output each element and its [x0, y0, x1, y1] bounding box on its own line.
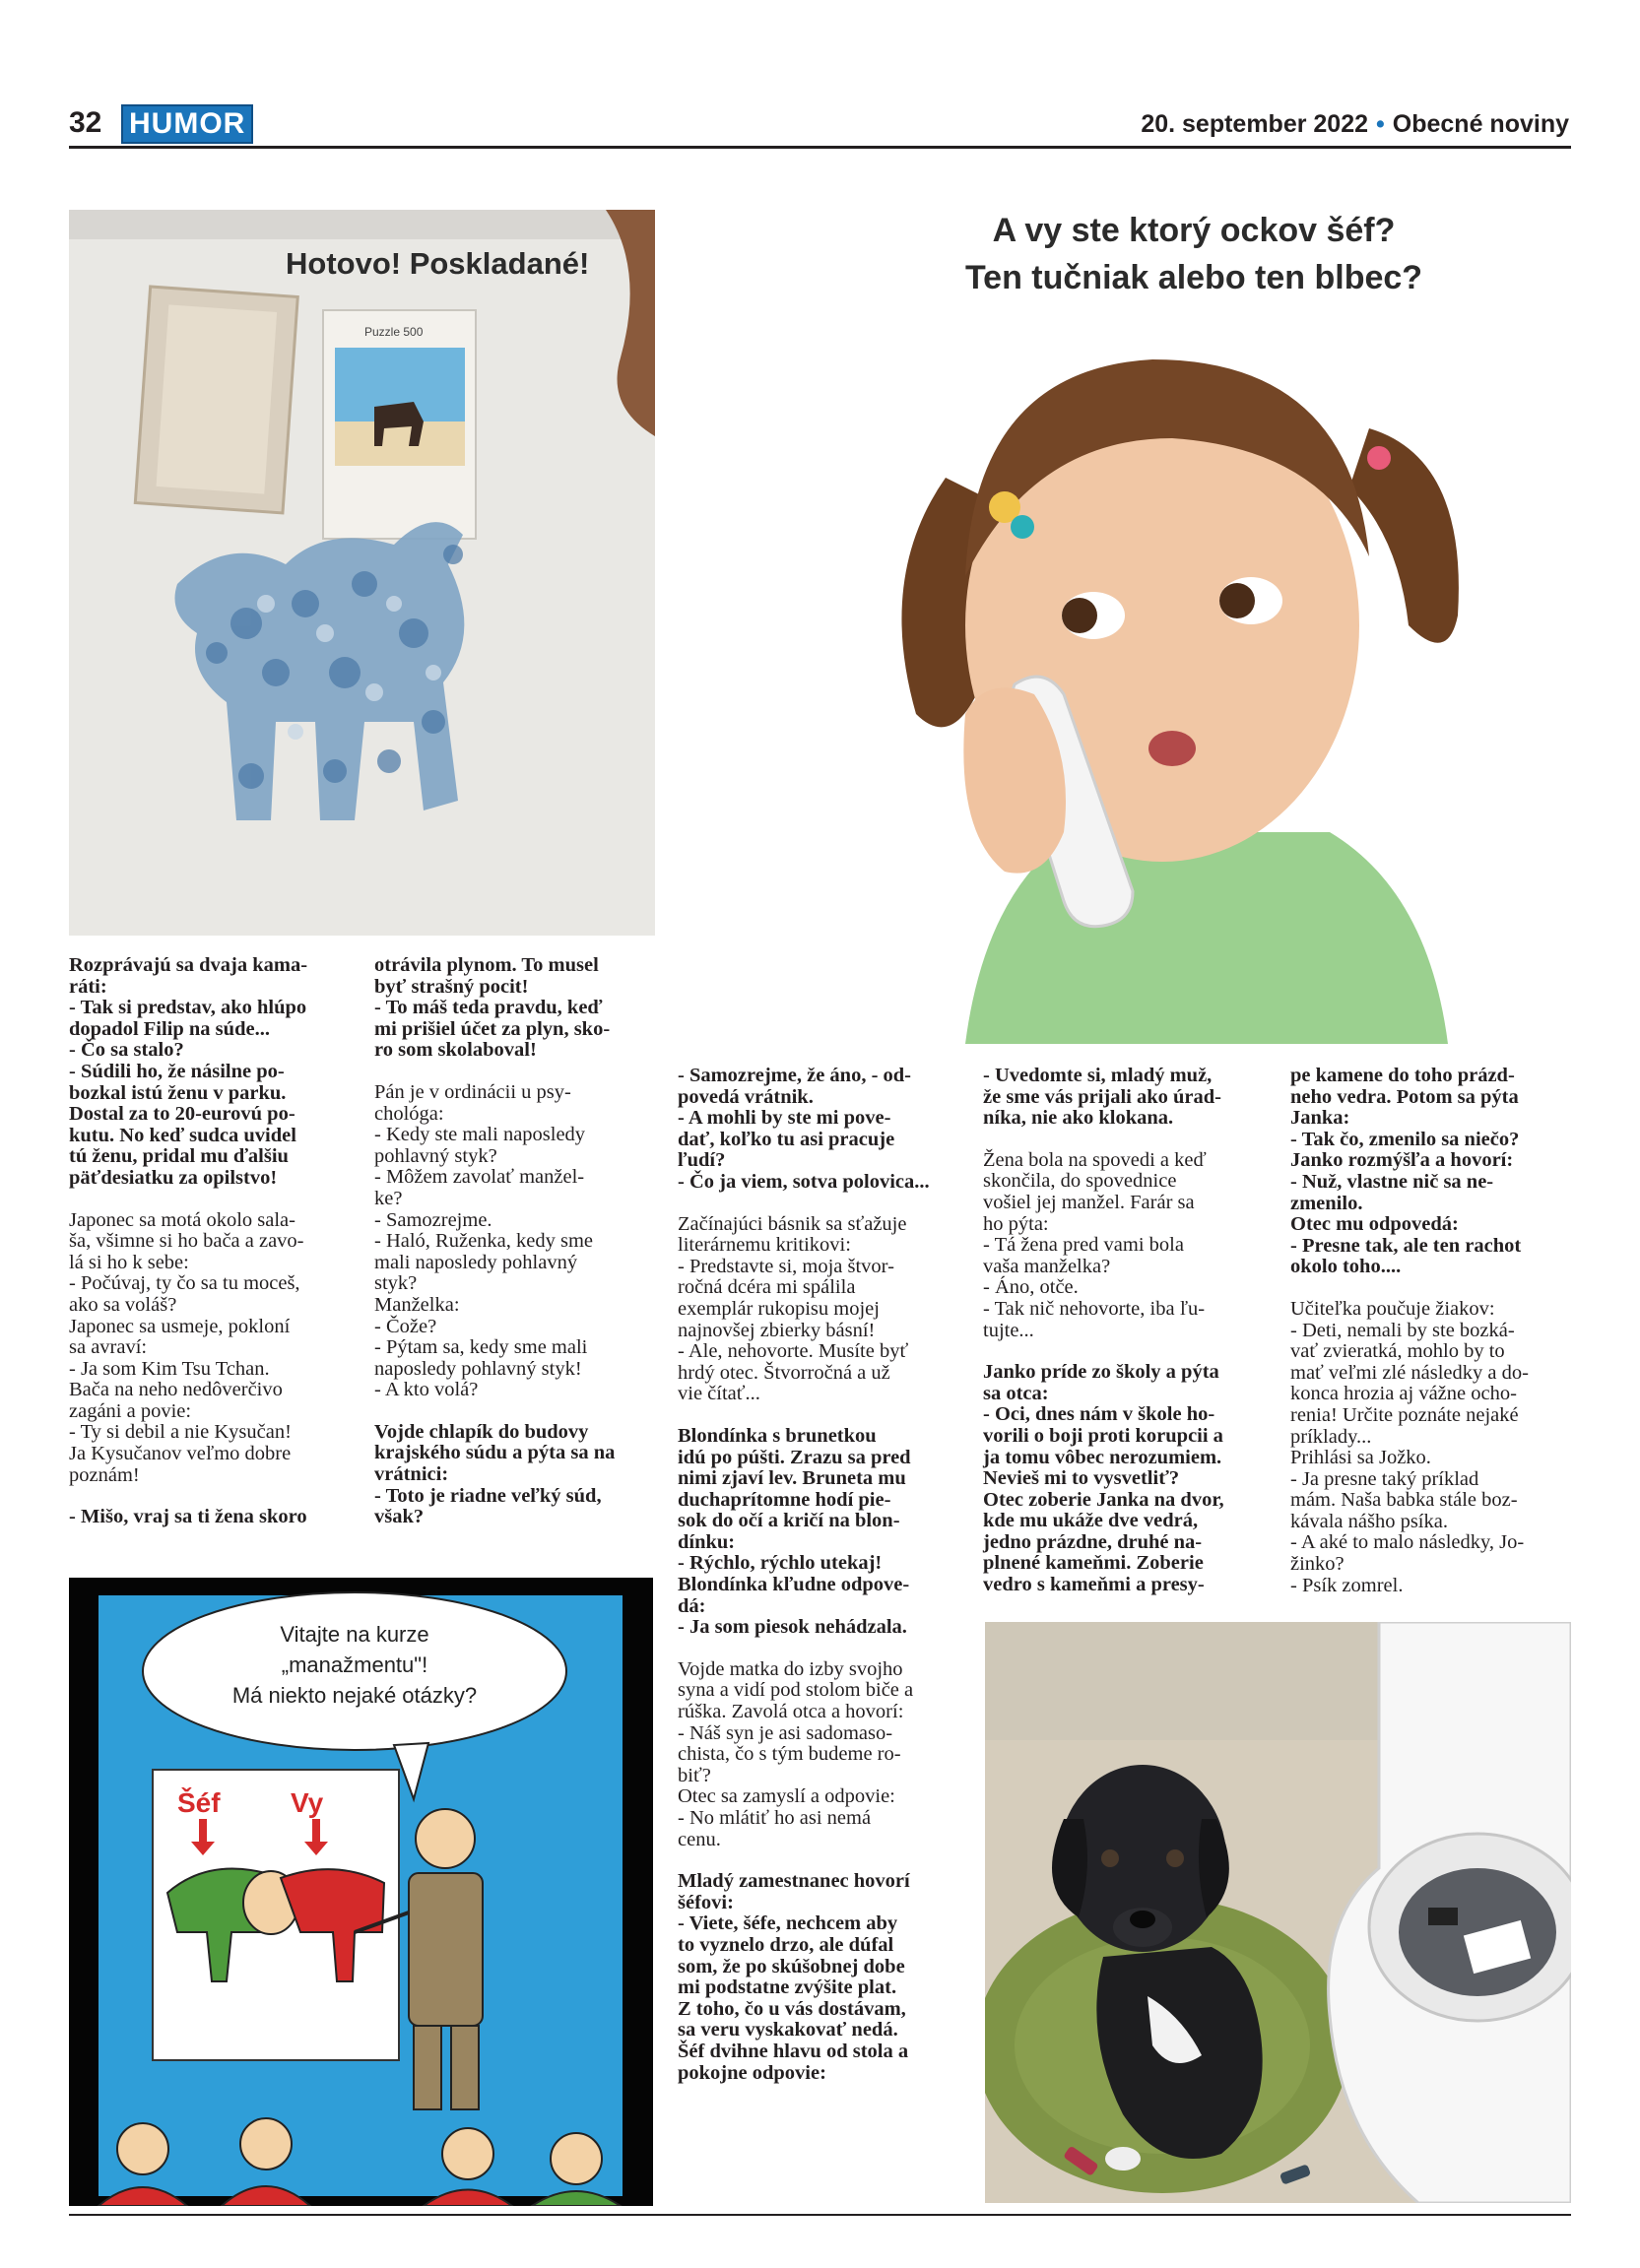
- text-line: Japonec sa usmeje, pokloní: [69, 1315, 291, 1337]
- text-line: mi podstatne zvýšite plat.: [678, 1976, 897, 1999]
- text-line: ša, všimne si ho bača a zavo-: [69, 1230, 304, 1253]
- text-line: Prihlási sa Jožko.: [1290, 1447, 1431, 1469]
- text-line: - Môžem zavolať manžel-: [374, 1166, 585, 1189]
- text-line: však?: [374, 1506, 425, 1528]
- text-line: ráti:: [69, 975, 107, 998]
- newspaper-name: Obecné noviny: [1392, 110, 1569, 138]
- text-line: cenu.: [678, 1828, 721, 1850]
- text-line: Bača na neho nedôverčivo: [69, 1379, 283, 1401]
- puzzle-box-text: Puzzle 500: [364, 325, 424, 339]
- text-line: - Pýtam sa, kedy sme mali: [374, 1336, 588, 1359]
- text-line: - Rýchlo, rýchlo utekaj!: [678, 1552, 883, 1575]
- joke-7: [678, 1426, 955, 1639]
- text-line: - Tak nič nehovorte, iba ľu-: [983, 1297, 1206, 1320]
- joke-9-end: [983, 1066, 1261, 1130]
- text-line: Pán je v ordinácii u psy-: [374, 1080, 571, 1103]
- text-line: Janko rozmýšľa a hovorí:: [1290, 1149, 1514, 1172]
- joke-5-start: [374, 1422, 650, 1528]
- text-line: mi prišiel účet za plyn, sko-: [374, 1017, 611, 1040]
- joke-2: [69, 1210, 355, 1487]
- text-line: - Viete, šéfe, nechcem aby: [678, 1912, 898, 1935]
- puzzle-caption: Hotovo! Poskladané!: [286, 246, 590, 281]
- cartoon-label-you: Vy: [291, 1787, 324, 1818]
- text-line: mali naposledy pohlavný: [374, 1251, 578, 1273]
- text-line: sa otca:: [983, 1382, 1049, 1404]
- text-line: lá si ho k sebe:: [69, 1251, 189, 1273]
- text-line: dínku:: [678, 1530, 736, 1553]
- text-line: - To máš teda pravdu, keď: [374, 997, 603, 1019]
- text-line: mať veľmi zlé následky a do-: [1290, 1361, 1529, 1384]
- text-line: - Počúvaj, ty čo sa tu moceš,: [69, 1272, 300, 1295]
- text-line: pe kamene do toho prázd-: [1290, 1065, 1515, 1086]
- text-line: - Psík zomrel.: [1290, 1574, 1404, 1596]
- text-line: otrávila plynom. To musel: [374, 954, 599, 976]
- column-2: [374, 955, 650, 1549]
- page-number: 32: [69, 106, 102, 139]
- text-line: príklady...: [1290, 1425, 1372, 1448]
- text-line: Janka:: [1290, 1107, 1350, 1130]
- text-line: Učiteľka poučuje žiakov:: [1290, 1297, 1495, 1320]
- text-line: vedro s kameňmi a presy-: [983, 1574, 1205, 1596]
- text-line: to vyznelo drzo, ale dúfal: [678, 1933, 894, 1956]
- text-line: pohlavný styk?: [374, 1144, 497, 1167]
- text-line: žinko?: [1290, 1553, 1345, 1576]
- text-line: Vojde chlapík do budovy: [374, 1420, 589, 1443]
- girl-phone-photo: [818, 202, 1571, 1044]
- joke-12: [1290, 1299, 1571, 1596]
- joke-11-end: [1290, 1066, 1571, 1278]
- column-3: [678, 1066, 955, 2105]
- text-line: tujte...: [983, 1319, 1034, 1341]
- text-line: - Predstavte si, moja štvor-: [678, 1255, 894, 1277]
- text-line: biť?: [678, 1764, 711, 1786]
- text-line: - Čo sa stalo?: [69, 1039, 184, 1062]
- text-line: Rozprávajú sa dvaja kama-: [69, 954, 308, 976]
- text-line: jedno prázdne, druhé na-: [983, 1530, 1203, 1553]
- text-line: Janko príde zo školy a pýta: [983, 1361, 1219, 1384]
- text-line: dať, koľko tu asi pracuje: [678, 1128, 895, 1150]
- text-line: skončila, do spovednice: [983, 1170, 1177, 1193]
- text-line: vošiel jej manžel. Farár sa: [983, 1191, 1195, 1213]
- cartoon-label-boss: Šéf: [177, 1787, 221, 1818]
- header-rule: [69, 146, 1571, 149]
- text-line: Z toho, čo u vás dostávam,: [678, 1997, 906, 2020]
- text-line: Nevieš mi to vysvetliť?: [983, 1467, 1180, 1490]
- text-line: najnovšej zbierky básní!: [678, 1319, 876, 1341]
- text-line: ľudí?: [678, 1149, 726, 1172]
- text-line: Začínajúci básnik sa sťažuje: [678, 1212, 907, 1235]
- text-line: zagáni a povie:: [69, 1399, 192, 1422]
- text-line: - Ja presne taký príklad: [1290, 1467, 1479, 1490]
- text-line: dopadol Filip na súde...: [69, 1017, 270, 1040]
- text-line: - Haló, Ruženka, kedy sme: [374, 1230, 594, 1253]
- text-line: tú ženu, pridal mu ďalšiu: [69, 1145, 289, 1168]
- joke-11-start: [983, 1362, 1261, 1596]
- text-line: sa veru vyskakovať nedá.: [678, 2019, 898, 2041]
- text-line: rúška. Zavolá otca a hovorí:: [678, 1701, 904, 1723]
- text-line: ročná dcéra mi spálila: [678, 1276, 856, 1299]
- text-line: bozkal istú ženu v parku.: [69, 1081, 287, 1104]
- text-line: Dostal za to 20-eurovú po-: [69, 1103, 295, 1126]
- text-line: - Ja som piesok nehádzala.: [678, 1616, 907, 1639]
- cartoon-bubble-line3: Má niekto nejaké otázky?: [231, 1683, 478, 1708]
- joke-3-end: [374, 955, 650, 1062]
- text-line: Blondínka s brunetkou: [678, 1424, 877, 1447]
- text-line: - Tá žena pred vami bola: [983, 1234, 1184, 1257]
- text-line: - A kto volá?: [374, 1379, 479, 1401]
- text-line: kutu. No keď sudca uvidel: [69, 1124, 296, 1146]
- text-line: níka, nie ako klokana.: [983, 1107, 1174, 1130]
- section-label: HUMOR: [121, 104, 253, 144]
- dog-toilet-photo: [985, 1622, 1571, 2203]
- text-line: vrátnici:: [374, 1463, 449, 1486]
- text-line: Mladý zamestnanec hovorí: [678, 1870, 910, 1893]
- text-line: byť strašný pocit!: [374, 975, 529, 998]
- text-line: - Ja som Kim Tsu Tchan.: [69, 1357, 270, 1380]
- joke-8: [678, 1659, 955, 1850]
- text-line: - Deti, nemali by ste bozká-: [1290, 1319, 1515, 1341]
- text-line: - Mišo, vraj sa ti žena skoro: [69, 1506, 307, 1528]
- text-line: Manželka:: [374, 1293, 460, 1316]
- text-line: kávala nášho psíka.: [1290, 1510, 1448, 1532]
- text-line: hrdý otec. Štvorročná a už: [678, 1361, 890, 1384]
- text-line: nimi zjaví lev. Bruneta mu: [678, 1467, 906, 1490]
- text-line: - Uvedomte si, mladý muž,: [983, 1065, 1213, 1086]
- text-line: - Tak čo, zmenilo sa niečo?: [1290, 1128, 1520, 1150]
- text-line: sok do očí a kričí na blon-: [678, 1510, 900, 1532]
- text-line: ja tomu vôbec nerozumiem.: [983, 1446, 1222, 1468]
- text-line: kde mu ukáže dve vedrá,: [983, 1510, 1199, 1532]
- text-line: plnené kameňmi. Zoberie: [983, 1552, 1204, 1575]
- text-line: - No mlátiť ho asi nemá: [678, 1807, 872, 1829]
- text-line: - Ale, nehovorte. Musíte byť: [678, 1340, 909, 1363]
- text-line: syna a vidí pod stolom biče a: [678, 1679, 914, 1702]
- girl-caption-line2: Ten tučniak alebo ten blbec?: [964, 259, 1423, 296]
- text-line: poznám!: [69, 1463, 140, 1486]
- cartoon-bubble-line2: „manažmentu"!: [281, 1652, 428, 1677]
- text-line: zmenilo.: [1290, 1192, 1363, 1214]
- text-line: pokojne odpovie:: [678, 2061, 826, 2084]
- text-line: vie čítať...: [678, 1383, 760, 1405]
- text-line: - A mohli by ste mi pove-: [678, 1107, 891, 1130]
- text-line: - Ty si debil a nie Kysučan!: [69, 1421, 292, 1444]
- text-line: päťdesiatku za opilstvo!: [69, 1166, 278, 1189]
- puzzle-photo: [69, 210, 655, 936]
- text-line: že sme vás prijali ako úrad-: [983, 1085, 1221, 1108]
- joke-1: [69, 955, 355, 1190]
- text-line: krajského súdu a pýta sa na: [374, 1442, 616, 1464]
- text-line: Otec sa zamyslí a odpovie:: [678, 1785, 895, 1808]
- joke-9-start: [678, 1871, 955, 2084]
- joke-4: [374, 1082, 650, 1401]
- text-line: renia! Určite poznáte nejaké: [1290, 1403, 1519, 1426]
- text-line: ho pýta:: [983, 1212, 1049, 1235]
- text-line: - Kedy ste mali naposledy: [374, 1124, 586, 1146]
- column-1: [69, 955, 355, 1549]
- text-line: Šéf dvihne hlavu od stola a: [678, 2040, 909, 2062]
- text-line: - Presne tak, ale ten rachot: [1290, 1234, 1522, 1257]
- text-line: chista, čo s tým budeme ro-: [678, 1743, 901, 1766]
- joke-6: [678, 1214, 955, 1405]
- text-line: neho vedra. Potom sa pýta: [1290, 1085, 1519, 1108]
- text-line: Japonec sa motá okolo sala-: [69, 1208, 295, 1231]
- text-line: ro som skolaboval!: [374, 1039, 537, 1062]
- text-line: Vojde matka do izby svojho: [678, 1657, 903, 1680]
- text-line: - Čo ja viem, sotva polovica...: [678, 1170, 930, 1193]
- text-line: vať zvieratká, mohlo by to: [1290, 1340, 1505, 1363]
- text-line: šéfovi:: [678, 1891, 734, 1913]
- text-line: - Čože?: [374, 1315, 437, 1337]
- text-line: Otec mu odpovedá:: [1290, 1213, 1459, 1236]
- girl-caption-line1: A vy ste ktorý ockov šéf?: [992, 212, 1396, 249]
- text-line: Žena bola na spovedi a keď: [983, 1148, 1207, 1171]
- text-line: Ja Kysučanov veľmo dobre: [69, 1443, 292, 1465]
- text-line: ako sa voláš?: [69, 1293, 177, 1316]
- text-line: - Nuž, vlastne nič sa ne-: [1290, 1170, 1494, 1193]
- text-line: mám. Naša babka stále boz-: [1290, 1489, 1518, 1512]
- text-line: ke?: [374, 1187, 403, 1209]
- text-line: idú po púšti. Zrazu sa pred: [678, 1446, 911, 1468]
- text-line: som, že po skúšobnej dobe: [678, 1955, 905, 1977]
- column-4: [983, 1066, 1261, 1617]
- text-line: vorili o boji proti korupcii a: [983, 1424, 1223, 1447]
- text-line: - A aké to malo následky, Jo-: [1290, 1531, 1525, 1554]
- text-line: - Áno, otče.: [983, 1276, 1079, 1299]
- joke-3-start: [69, 1507, 355, 1528]
- separator-dot: •: [1376, 110, 1385, 138]
- text-line: vaša manželka?: [983, 1255, 1111, 1277]
- text-line: konca hrozia aj vážne ocho-: [1290, 1383, 1517, 1405]
- text-line: - Náš syn je asi sadomaso-: [678, 1721, 893, 1744]
- text-line: naposledy pohlavný styk!: [374, 1357, 582, 1380]
- text-line: Blondínka kľudne odpove-: [678, 1574, 910, 1596]
- text-line: sa avraví:: [69, 1336, 148, 1359]
- text-line: exemplár rukopisu mojej: [678, 1297, 880, 1320]
- column-5: [1290, 1066, 1571, 1617]
- text-line: - Súdili ho, že násilne po-: [69, 1060, 285, 1082]
- text-line: dá:: [678, 1594, 706, 1617]
- issue-info: [1141, 110, 1569, 139]
- text-line: - Samozrejme, že áno, - od-: [678, 1065, 912, 1086]
- text-line: styk?: [374, 1272, 418, 1295]
- text-line: Otec zoberie Janka na dvor,: [983, 1488, 1224, 1511]
- text-line: - Toto je riadne veľký súd,: [374, 1484, 602, 1507]
- text-line: duchaprítomne hodí pie-: [678, 1488, 891, 1511]
- management-cartoon: [69, 1578, 653, 2206]
- cartoon-bubble-line1: Vitajte na kurze: [280, 1622, 429, 1647]
- joke-5-end: [678, 1066, 955, 1194]
- text-line: - Tak si predstav, ako hlúpo: [69, 997, 307, 1019]
- text-line: literárnemu kritikovi:: [678, 1234, 851, 1257]
- text-line: - Oci, dnes nám v škole ho-: [983, 1403, 1215, 1426]
- footer-rule: [69, 2214, 1571, 2216]
- text-line: okolo toho....: [1290, 1256, 1402, 1278]
- text-line: chológa:: [374, 1102, 444, 1125]
- issue-date: 20. september 2022: [1141, 110, 1369, 138]
- text-line: povedá vrátnik.: [678, 1085, 814, 1108]
- text-line: - Samozrejme.: [374, 1208, 492, 1231]
- joke-10: [983, 1150, 1261, 1341]
